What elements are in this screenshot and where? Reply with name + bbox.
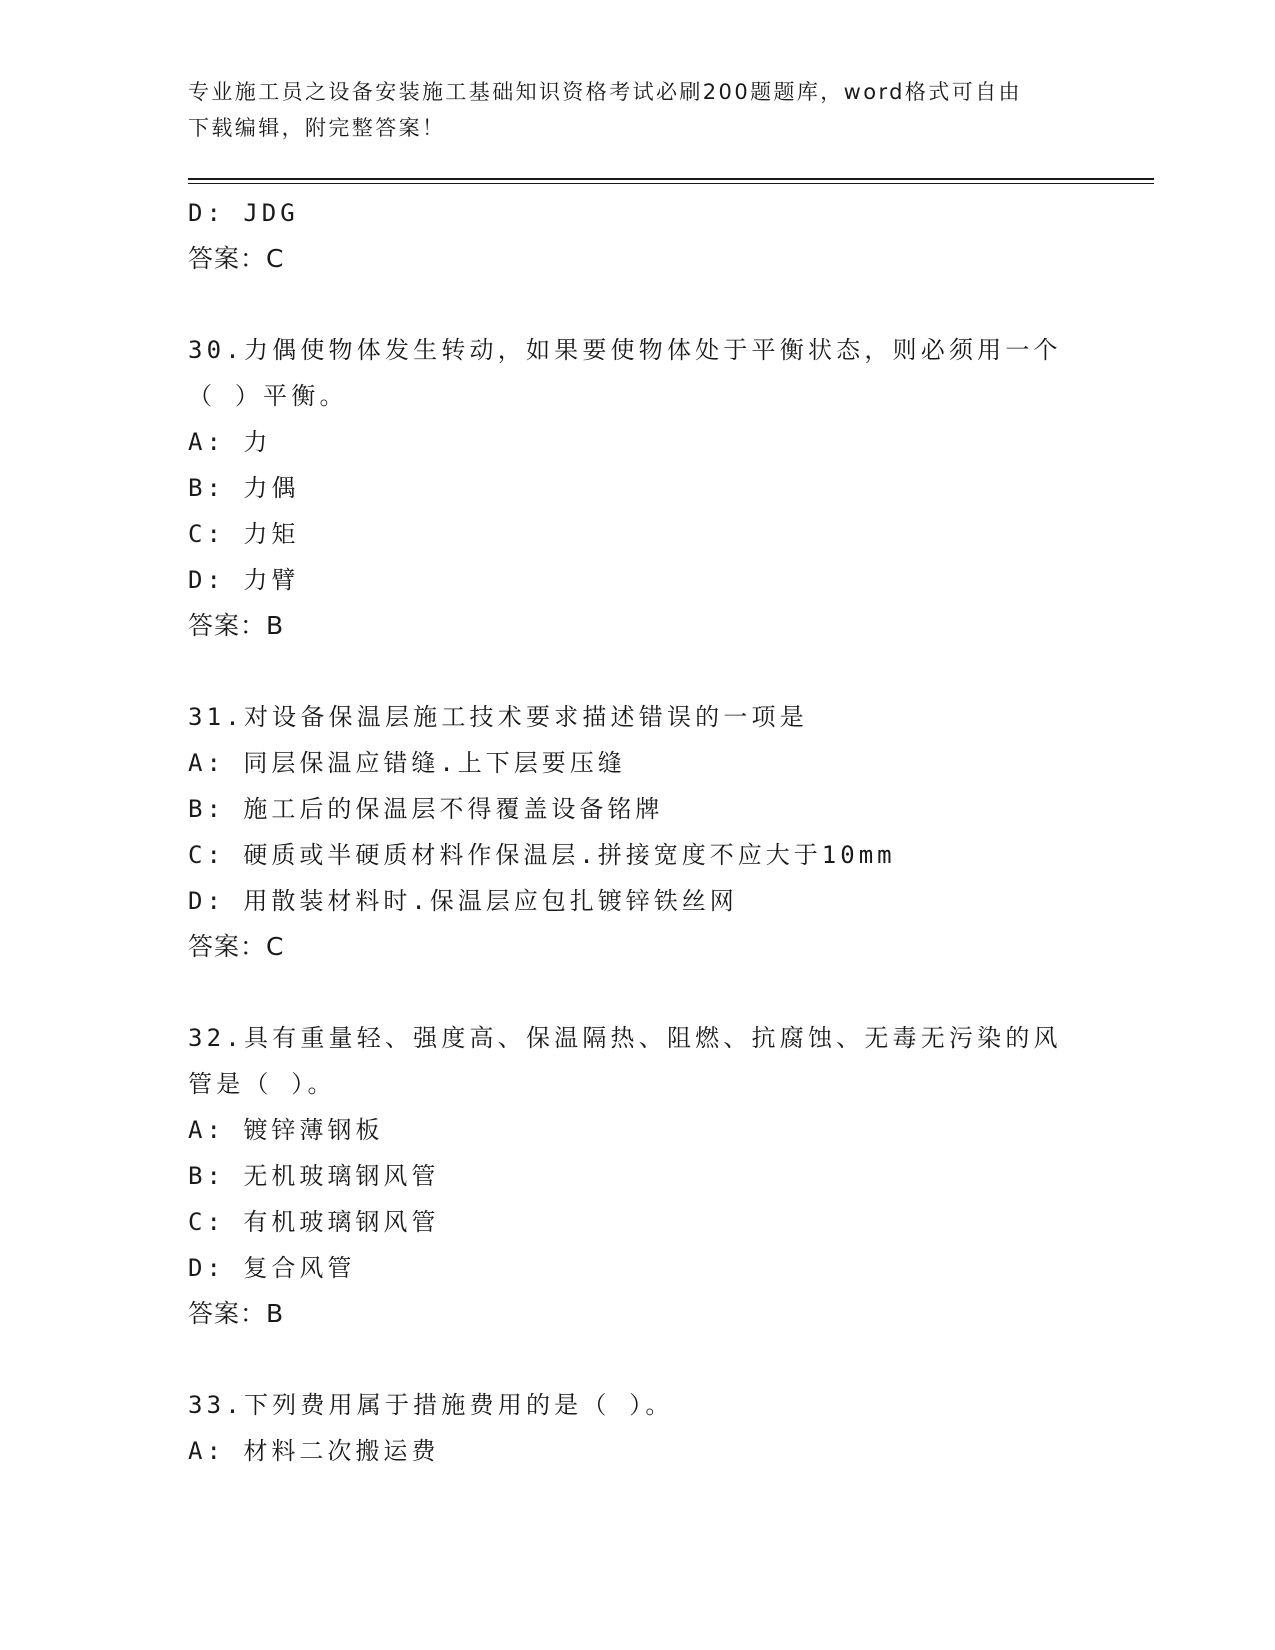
- answer: 答案：B: [188, 611, 285, 640]
- option-c: C: 有机玻璃钢风管: [188, 1208, 440, 1236]
- question-stem-continued: （ ）平衡。: [188, 382, 348, 410]
- header-rule-thin: [188, 183, 1154, 184]
- option-d: D: 力臂: [188, 566, 300, 594]
- header-line-1: 专业施工员之设备安装施工基础知识资格考试必刷200题题库，word格式可自由: [188, 80, 1022, 104]
- question-stem-continued: 管是（ ）。: [188, 1070, 336, 1098]
- document-header: [188, 74, 1088, 146]
- option-b: B: 无机玻璃钢风管: [188, 1162, 440, 1190]
- question-30: [188, 327, 1088, 649]
- question-33: [188, 1382, 1088, 1474]
- option-d: D: JDG: [188, 199, 299, 227]
- answer: 答案：C: [188, 244, 285, 273]
- option-c: C: 硬质或半硬质材料作保温层.拼接宽度不应大于10mm: [188, 841, 896, 869]
- question-stem: 32.具有重量轻、强度高、保温隔热、阻燃、抗腐蚀、无毒无污染的风: [188, 1024, 1062, 1052]
- option-d: D: 复合风管: [188, 1254, 356, 1282]
- answer: 答案：C: [188, 932, 285, 961]
- option-c: C: 力矩: [188, 520, 300, 548]
- question-32: [188, 1015, 1088, 1337]
- option-d: D: 用散装材料时.保温层应包扎镀锌铁丝网: [188, 887, 738, 915]
- option-b: B: 施工后的保温层不得覆盖设备铭牌: [188, 795, 664, 823]
- header-rule-thick: [188, 178, 1154, 180]
- option-a: A: 镀锌薄钢板: [188, 1116, 384, 1144]
- option-a: A: 力: [188, 428, 272, 456]
- question-stem: 31.对设备保温层施工技术要求描述错误的一项是: [188, 703, 808, 731]
- question-stem: 33.下列费用属于措施费用的是（ ）。: [188, 1391, 674, 1419]
- question-31: [188, 694, 1088, 970]
- option-a: A: 材料二次搬运费: [188, 1437, 440, 1465]
- answer: 答案：B: [188, 1299, 285, 1328]
- option-a: A: 同层保温应错缝.上下层要压缝: [188, 749, 626, 777]
- document-body: [188, 190, 1088, 1474]
- question-stem: 30.力偶使物体发生转动，如果要使物体处于平衡状态，则必须用一个: [188, 336, 1062, 364]
- question-29-tail: [188, 190, 1088, 282]
- header-line-2: 下载编辑，附完整答案！: [188, 116, 446, 140]
- option-b: B: 力偶: [188, 474, 300, 502]
